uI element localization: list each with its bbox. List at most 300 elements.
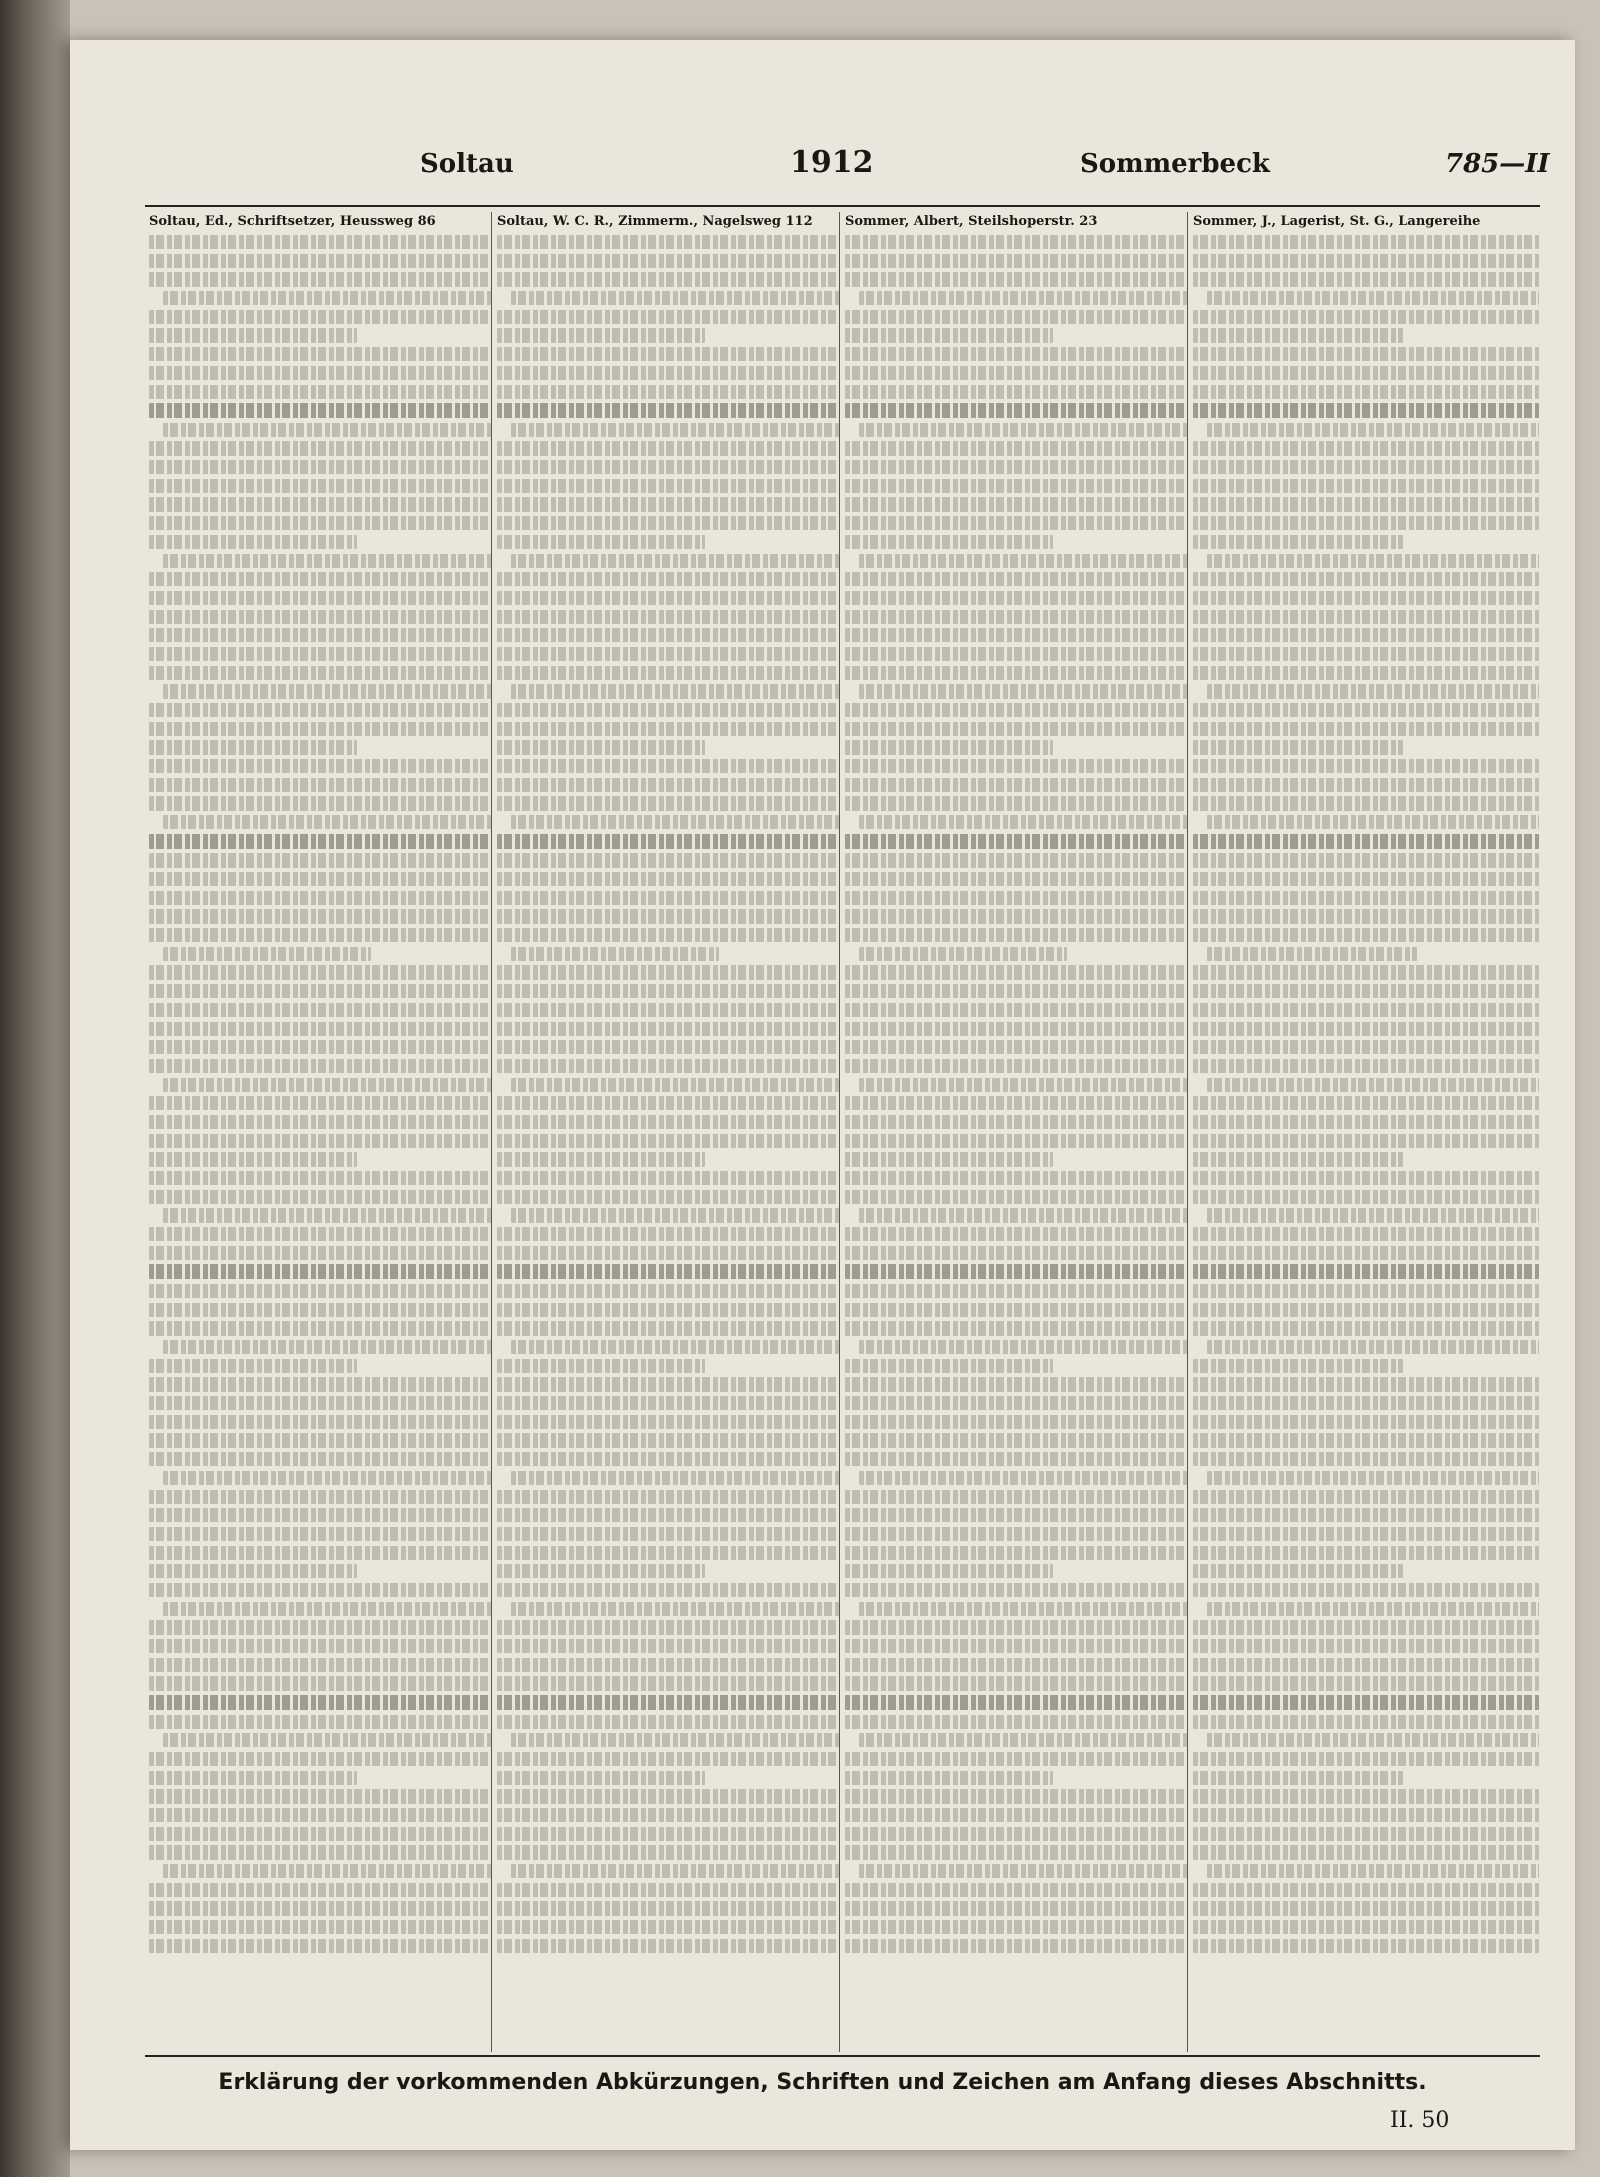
directory-entry-line xyxy=(1207,1208,1539,1222)
column-2-first-entry: Soltau, W. C. R., Zimmerm., Nagelsweg 112 xyxy=(497,214,813,229)
directory-entry-line xyxy=(859,1733,1187,1747)
directory-entry-line xyxy=(845,272,1187,286)
directory-entry-line xyxy=(845,1620,1187,1634)
directory-entry-line xyxy=(1193,385,1539,399)
directory-entry-line xyxy=(845,1845,1187,1859)
directory-entry-line xyxy=(1207,1733,1539,1747)
directory-entry-line xyxy=(845,1695,1187,1710)
directory-entry-line xyxy=(859,1864,1187,1878)
directory-entry-line xyxy=(497,965,839,979)
directory-entry-line xyxy=(845,928,1187,942)
directory-entry-line xyxy=(497,1022,839,1036)
directory-entry-line xyxy=(845,1264,1187,1279)
directory-entry-line xyxy=(1193,497,1539,511)
directory-entry-line xyxy=(1193,1321,1539,1335)
directory-entry-line xyxy=(149,1771,357,1785)
directory-entry-line xyxy=(845,703,1187,717)
directory-entry-line xyxy=(845,1901,1187,1915)
directory-entry-line xyxy=(497,1920,839,1934)
directory-entry-line xyxy=(1193,1920,1539,1934)
directory-entry-line xyxy=(149,703,491,717)
directory-entry-line xyxy=(1193,1808,1539,1822)
directory-entry-line xyxy=(845,1003,1187,1017)
directory-entry-line xyxy=(149,740,357,754)
directory-entry-line xyxy=(511,947,719,961)
directory-entry-line xyxy=(845,759,1187,773)
directory-entry-line xyxy=(497,647,839,661)
directory-entry-line xyxy=(149,497,491,511)
directory-entry-line xyxy=(149,1658,491,1672)
directory-entry-line xyxy=(845,1359,1053,1373)
directory-entry-line xyxy=(1193,1508,1539,1522)
directory-entry-line xyxy=(497,1808,839,1822)
directory-entry-line xyxy=(497,1901,839,1915)
directory-entry-line xyxy=(859,1471,1187,1485)
directory-entry-line xyxy=(497,740,705,754)
directory-entry-line xyxy=(149,647,491,661)
directory-entry-line xyxy=(149,572,491,586)
directory-entry-line xyxy=(497,535,705,549)
directory-entry-line xyxy=(1193,1059,1539,1073)
directory-entry-line xyxy=(1193,872,1539,886)
directory-entry-line xyxy=(149,722,491,736)
directory-entry-line xyxy=(845,1508,1187,1522)
directory-entry-line xyxy=(163,1864,491,1878)
directory-entry-line xyxy=(497,1396,839,1410)
directory-entry-line xyxy=(149,666,491,680)
directory-entry-line xyxy=(149,853,491,867)
directory-entry-line xyxy=(1193,666,1539,680)
directory-page xyxy=(70,40,1575,2150)
directory-entry-line xyxy=(149,1433,491,1447)
directory-entry-line xyxy=(497,516,839,530)
directory-entry-line xyxy=(497,1003,839,1017)
directory-entry-line xyxy=(511,684,839,698)
directory-entry-line xyxy=(1193,740,1403,754)
directory-entry-line xyxy=(497,1715,839,1729)
directory-entry-line xyxy=(149,254,491,268)
column-3-first-entry: Sommer, Albert, Steilshoperstr. 23 xyxy=(845,214,1098,229)
directory-entry-line xyxy=(149,591,491,605)
directory-entry-line xyxy=(497,591,839,605)
directory-entry-line xyxy=(149,1901,491,1915)
directory-entry-line xyxy=(1193,647,1539,661)
directory-entry-line xyxy=(149,1227,491,1241)
directory-entry-line xyxy=(149,403,491,418)
directory-entry-line xyxy=(497,460,839,474)
directory-entry-line xyxy=(497,347,839,361)
directory-entry-line xyxy=(845,591,1187,605)
directory-entry-line xyxy=(149,1415,491,1429)
directory-entry-line xyxy=(511,1602,839,1616)
directory-entry-line xyxy=(1193,1284,1539,1298)
directory-entry-line xyxy=(149,834,491,849)
directory-entry-line xyxy=(845,872,1187,886)
directory-entry-line xyxy=(845,740,1053,754)
directory-entry-line xyxy=(845,909,1187,923)
directory-entry-line xyxy=(163,684,491,698)
directory-entry-line xyxy=(1193,1658,1539,1672)
directory-entry-line xyxy=(1193,591,1539,605)
directory-entry-line xyxy=(1207,684,1539,698)
directory-entry-line xyxy=(859,1208,1187,1222)
directory-entry-line xyxy=(1193,1359,1403,1373)
directory-entry-line xyxy=(149,1452,491,1466)
directory-entry-line xyxy=(1193,1827,1539,1841)
directory-entry-line xyxy=(149,347,491,361)
directory-entry-line xyxy=(1193,1134,1539,1148)
directory-entry-line xyxy=(149,441,491,455)
directory-entry-line xyxy=(149,610,491,624)
directory-entry-line xyxy=(149,1115,491,1129)
directory-entry-line xyxy=(149,1059,491,1073)
directory-entry-line xyxy=(149,1920,491,1934)
directory-entry-line xyxy=(1193,1227,1539,1241)
directory-entry-line xyxy=(845,1059,1187,1073)
directory-entry-line xyxy=(497,1620,839,1634)
directory-entry-line xyxy=(497,834,839,849)
directory-entry-line xyxy=(497,1096,839,1110)
directory-entry-line xyxy=(1207,815,1539,829)
directory-entry-line xyxy=(149,310,491,324)
directory-entry-line xyxy=(497,628,839,642)
directory-entry-line xyxy=(1193,1096,1539,1110)
directory-entry-line xyxy=(497,328,705,342)
directory-entry-line xyxy=(845,1171,1187,1185)
directory-entry-line xyxy=(497,1583,839,1597)
directory-entry-line xyxy=(1193,891,1539,905)
directory-entry-line xyxy=(511,815,839,829)
directory-entry-line xyxy=(1193,441,1539,455)
directory-entry-line xyxy=(845,891,1187,905)
directory-entry-line xyxy=(1193,1152,1403,1166)
directory-entry-line xyxy=(149,235,491,249)
directory-entry-line xyxy=(845,1246,1187,1260)
directory-entry-line xyxy=(1193,1771,1403,1785)
directory-entry-line xyxy=(497,1264,839,1279)
directory-entry-line xyxy=(1193,235,1539,249)
directory-entry-line xyxy=(149,1546,491,1560)
directory-entry-line xyxy=(1193,572,1539,586)
directory-entry-line xyxy=(149,1676,491,1690)
directory-entry-line xyxy=(497,872,839,886)
directory-entry-line xyxy=(149,479,491,493)
directory-entry-line xyxy=(163,815,491,829)
directory-entry-line xyxy=(497,1789,839,1803)
directory-entry-line xyxy=(845,1115,1187,1129)
directory-entry-line xyxy=(497,1658,839,1672)
header-year: 1912 xyxy=(790,145,874,180)
directory-entry-line xyxy=(845,1303,1187,1317)
directory-entry-line xyxy=(845,479,1187,493)
directory-entry-line xyxy=(859,1078,1187,1092)
directory-entry-line xyxy=(845,1527,1187,1541)
directory-entry-line xyxy=(497,1321,839,1335)
directory-entry-line xyxy=(845,1639,1187,1653)
directory-entry-line xyxy=(845,853,1187,867)
directory-entry-line xyxy=(497,1527,839,1541)
directory-entry-line xyxy=(1193,1377,1539,1391)
directory-entry-line xyxy=(497,1059,839,1073)
directory-entry-line xyxy=(497,759,839,773)
directory-entry-line xyxy=(845,1040,1187,1054)
directory-entry-line xyxy=(1193,535,1403,549)
directory-entry-line xyxy=(497,928,839,942)
directory-entry-line xyxy=(845,366,1187,380)
directory-entry-line xyxy=(149,1096,491,1110)
directory-entry-line xyxy=(845,1377,1187,1391)
directory-entry-line xyxy=(149,891,491,905)
directory-entry-line xyxy=(1193,403,1539,418)
directory-entry-line xyxy=(845,310,1187,324)
directory-entry-line xyxy=(845,1433,1187,1447)
column-1-first-entry: Soltau, Ed., Schriftsetzer, Heussweg 86 xyxy=(149,214,436,229)
directory-entry-line xyxy=(1193,628,1539,642)
directory-entry-line xyxy=(149,1845,491,1859)
directory-entry-line xyxy=(845,647,1187,661)
directory-entry-line xyxy=(845,572,1187,586)
directory-entry-line xyxy=(497,891,839,905)
directory-entry-line xyxy=(497,1452,839,1466)
directory-entry-line xyxy=(1193,610,1539,624)
directory-entry-line xyxy=(845,403,1187,418)
directory-entry-line xyxy=(1193,1490,1539,1504)
directory-entry-line xyxy=(497,1639,839,1653)
directory-entry-line xyxy=(497,1546,839,1560)
directory-entry-line xyxy=(1193,1527,1539,1541)
directory-entry-line xyxy=(149,460,491,474)
directory-entry-line xyxy=(163,1733,491,1747)
column-2 xyxy=(493,212,840,2052)
directory-entry-line xyxy=(149,366,491,380)
directory-entry-line xyxy=(149,1040,491,1054)
directory-entry-line xyxy=(845,778,1187,792)
page-header xyxy=(70,135,1575,195)
directory-entry-line xyxy=(149,984,491,998)
directory-entry-line xyxy=(497,235,839,249)
directory-entry-line xyxy=(845,1827,1187,1841)
directory-entry-line xyxy=(497,1433,839,1447)
directory-entry-line xyxy=(149,1508,491,1522)
directory-entry-line xyxy=(497,479,839,493)
directory-entry-line xyxy=(149,909,491,923)
directory-entry-line xyxy=(1207,1602,1539,1616)
directory-entry-line xyxy=(163,554,491,568)
directory-entry-line xyxy=(497,703,839,717)
directory-entry-line xyxy=(1193,928,1539,942)
directory-entry-line xyxy=(497,1845,839,1859)
directory-entry-line xyxy=(511,1340,839,1354)
directory-entry-line xyxy=(149,385,491,399)
directory-entry-line xyxy=(149,516,491,530)
directory-entry-line xyxy=(149,1939,491,1953)
directory-entry-line xyxy=(845,535,1053,549)
directory-entry-line xyxy=(497,1676,839,1690)
directory-entry-line xyxy=(149,778,491,792)
header-page-number: 785—II xyxy=(1445,149,1550,179)
directory-entry-line xyxy=(497,1134,839,1148)
directory-entry-line xyxy=(1193,1452,1539,1466)
directory-entry-line xyxy=(497,1303,839,1317)
directory-entry-line xyxy=(149,796,491,810)
directory-entry-line xyxy=(845,254,1187,268)
directory-entry-line xyxy=(1193,1264,1539,1279)
directory-entry-line xyxy=(1193,1396,1539,1410)
directory-entry-line xyxy=(1193,1415,1539,1429)
directory-entry-line xyxy=(1193,1115,1539,1129)
directory-entry-line xyxy=(1193,328,1403,342)
directory-entry-line xyxy=(1193,1639,1539,1653)
directory-entry-line xyxy=(149,872,491,886)
directory-entry-line xyxy=(511,1864,839,1878)
directory-entry-line xyxy=(1193,1171,1539,1185)
directory-entry-line xyxy=(1193,254,1539,268)
directory-entry-line xyxy=(497,1490,839,1504)
directory-entry-line xyxy=(511,1733,839,1747)
directory-entry-line xyxy=(497,403,839,418)
column-4 xyxy=(1189,212,1539,2052)
directory-entry-line xyxy=(149,1620,491,1634)
directory-entry-line xyxy=(497,1415,839,1429)
directory-entry-line xyxy=(149,1789,491,1803)
footer-rule xyxy=(145,2055,1540,2057)
directory-entry-line xyxy=(497,1939,839,1953)
directory-entry-line xyxy=(497,1752,839,1766)
directory-entry-line xyxy=(149,1284,491,1298)
directory-entry-line xyxy=(497,909,839,923)
directory-entry-line xyxy=(1193,1883,1539,1897)
directory-entry-line xyxy=(1207,1471,1539,1485)
directory-entry-line xyxy=(1207,1340,1539,1354)
directory-entry-line xyxy=(845,347,1187,361)
column-3 xyxy=(841,212,1188,2052)
directory-entry-line xyxy=(1193,1246,1539,1260)
directory-entry-line xyxy=(149,1396,491,1410)
directory-entry-line xyxy=(1193,1845,1539,1859)
directory-entry-line xyxy=(1193,984,1539,998)
directory-entry-line xyxy=(845,965,1187,979)
directory-entry-line xyxy=(497,385,839,399)
header-right-keyword: Sommerbeck xyxy=(1080,149,1270,179)
directory-entry-line xyxy=(163,947,371,961)
directory-entry-line xyxy=(859,423,1187,437)
directory-entry-line xyxy=(497,778,839,792)
directory-entry-line xyxy=(149,1321,491,1335)
directory-entry-line xyxy=(511,423,839,437)
directory-entry-line xyxy=(149,1808,491,1822)
directory-entry-line xyxy=(497,1377,839,1391)
directory-entry-line xyxy=(845,1883,1187,1897)
directory-entry-line xyxy=(497,610,839,624)
directory-entry-line xyxy=(497,984,839,998)
directory-entry-line xyxy=(497,1227,839,1241)
directory-entry-line xyxy=(845,666,1187,680)
directory-entry-line xyxy=(845,1227,1187,1241)
directory-entry-line xyxy=(845,441,1187,455)
directory-entry-line xyxy=(859,947,1067,961)
directory-entry-line xyxy=(1193,1715,1539,1729)
directory-entry-line xyxy=(1193,1040,1539,1054)
directory-entry-line xyxy=(497,1190,839,1204)
directory-entry-line xyxy=(845,722,1187,736)
directory-entry-line xyxy=(845,516,1187,530)
directory-entry-line xyxy=(845,1452,1187,1466)
directory-entry-line xyxy=(163,291,491,305)
directory-entry-line xyxy=(497,1771,705,1785)
directory-entry-line xyxy=(845,1190,1187,1204)
directory-entry-line xyxy=(845,1583,1187,1597)
directory-entry-line xyxy=(1193,1620,1539,1634)
directory-entry-line xyxy=(845,1022,1187,1036)
directory-entry-line xyxy=(1193,1901,1539,1915)
directory-entry-line xyxy=(163,1208,491,1222)
directory-entry-line xyxy=(845,628,1187,642)
directory-entry-line xyxy=(1193,1190,1539,1204)
directory-entry-line xyxy=(149,1003,491,1017)
directory-entry-line xyxy=(149,1134,491,1148)
directory-entry-line xyxy=(149,1715,491,1729)
directory-entry-line xyxy=(845,1284,1187,1298)
directory-entry-line xyxy=(149,1639,491,1653)
directory-entry-line xyxy=(497,1171,839,1185)
directory-entry-line xyxy=(1193,722,1539,736)
directory-entry-line xyxy=(1193,479,1539,493)
directory-entry-line xyxy=(149,759,491,773)
directory-entry-line xyxy=(1193,1022,1539,1036)
directory-entry-line xyxy=(497,1827,839,1841)
directory-entry-line xyxy=(149,1695,491,1710)
directory-entry-line xyxy=(497,441,839,455)
directory-entry-line xyxy=(845,1715,1187,1729)
directory-entry-line xyxy=(845,1152,1053,1166)
directory-entry-line xyxy=(1193,1564,1403,1578)
directory-entry-line xyxy=(149,1171,491,1185)
directory-entry-line xyxy=(845,796,1187,810)
directory-entry-line xyxy=(497,1115,839,1129)
directory-entry-line xyxy=(1207,1078,1539,1092)
directory-entry-line xyxy=(149,1190,491,1204)
directory-entry-line xyxy=(497,853,839,867)
directory-entry-line xyxy=(1207,1864,1539,1878)
directory-entry-line xyxy=(845,1658,1187,1672)
directory-entry-line xyxy=(859,1602,1187,1616)
directory-entry-line xyxy=(1193,1676,1539,1690)
header-rule xyxy=(145,205,1540,207)
directory-entry-line xyxy=(497,310,839,324)
directory-entry-line xyxy=(163,1471,491,1485)
directory-entry-line xyxy=(845,1415,1187,1429)
directory-entry-line xyxy=(845,1676,1187,1690)
directory-entry-line xyxy=(845,834,1187,849)
book-binding-shadow xyxy=(0,0,70,2177)
directory-entry-line xyxy=(511,291,839,305)
directory-entry-line xyxy=(845,385,1187,399)
directory-entry-line xyxy=(149,1303,491,1317)
column-4-first-entry: Sommer, J., Lagerist, St. G., Langereihe xyxy=(1193,214,1481,229)
directory-entry-line xyxy=(149,965,491,979)
header-left-keyword: Soltau xyxy=(420,149,514,179)
directory-entry-line xyxy=(511,1078,839,1092)
directory-entry-line xyxy=(497,796,839,810)
directory-entry-line xyxy=(845,1321,1187,1335)
directory-entry-line xyxy=(845,328,1053,342)
directory-entry-line xyxy=(497,1246,839,1260)
directory-entry-line xyxy=(1193,909,1539,923)
directory-entry-line xyxy=(845,1564,1053,1578)
directory-entry-line xyxy=(149,1377,491,1391)
directory-entry-line xyxy=(149,1827,491,1841)
directory-entry-line xyxy=(1193,310,1539,324)
